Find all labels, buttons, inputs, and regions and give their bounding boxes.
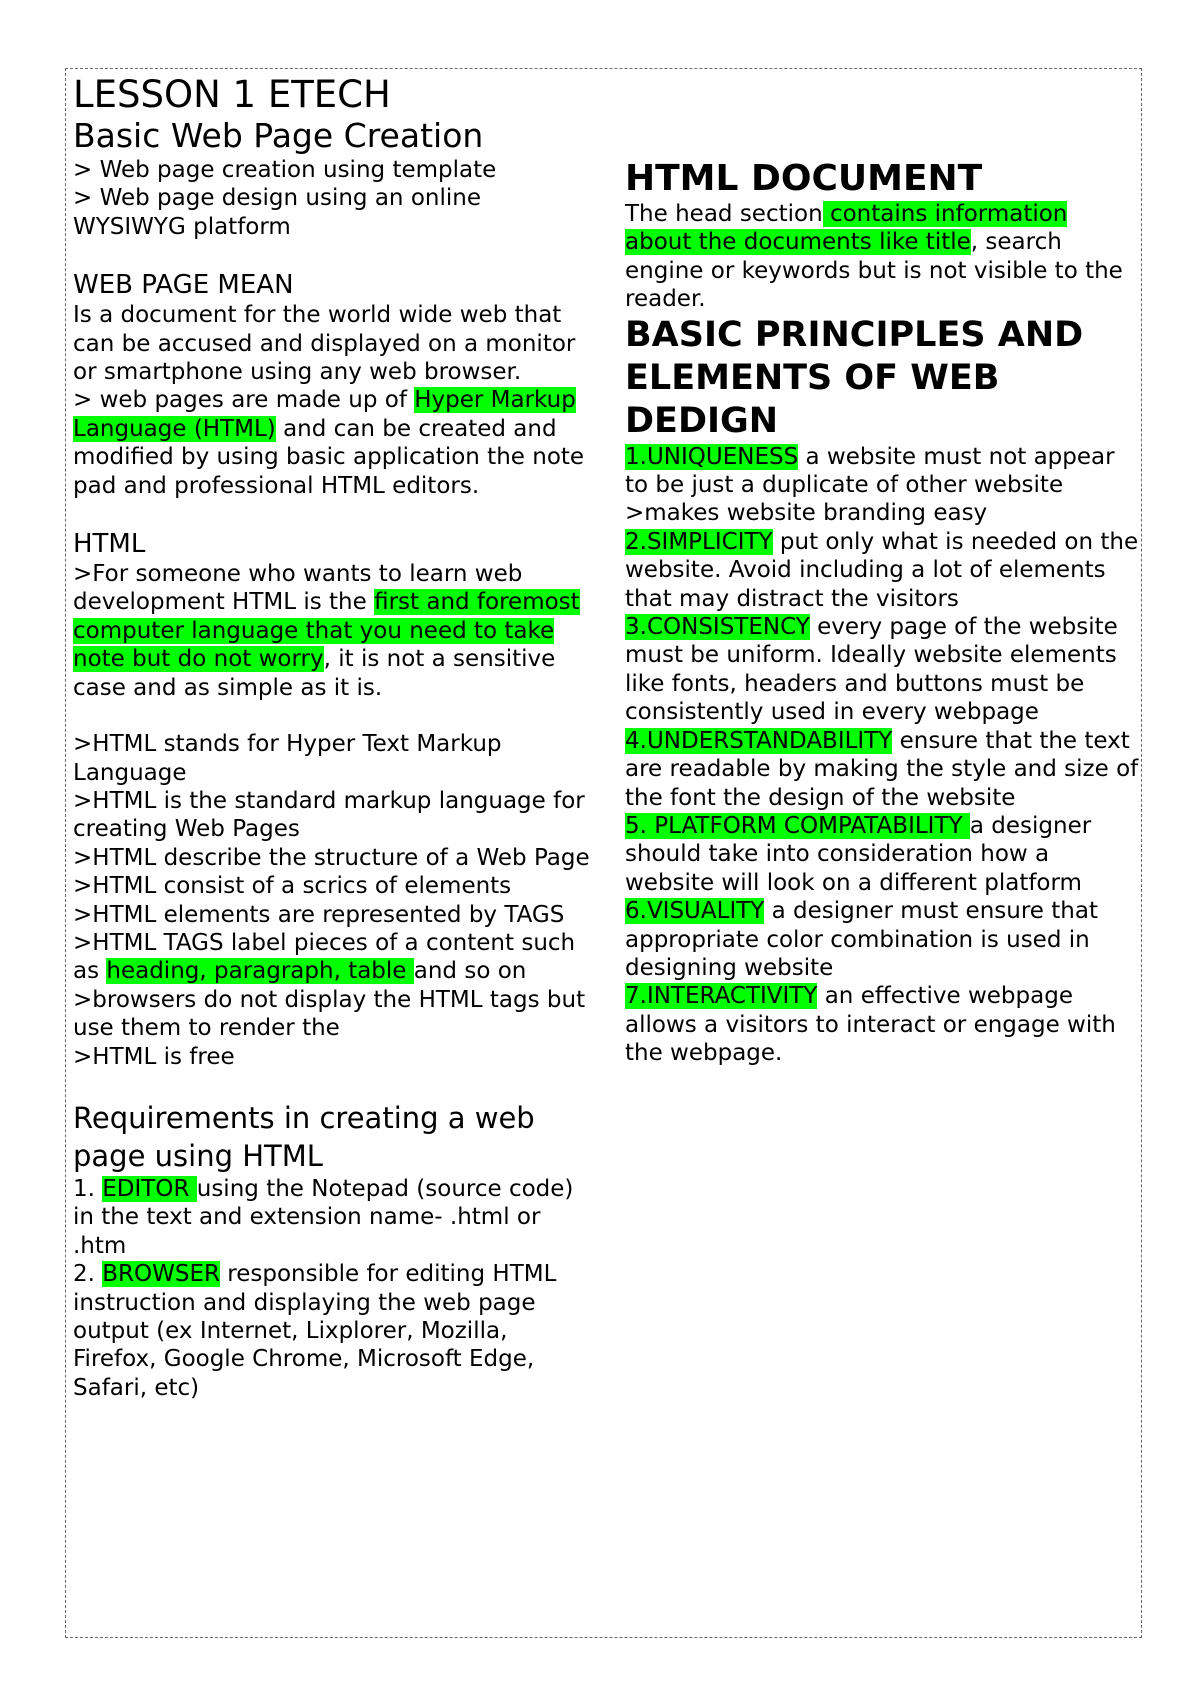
highlight: 1.UNIQUENESS: [625, 443, 799, 470]
highlight: Hyper Markup Language (HTML): [73, 387, 576, 442]
html-point: >HTML describe the structure of a Web Page: [73, 844, 590, 871]
html-intro: [73, 560, 593, 702]
highlight: 5. PLATFORM COMPATABILITY: [625, 812, 970, 839]
highlight: EDITOR: [102, 1175, 197, 1202]
text-segment: 1.: [73, 1175, 103, 1202]
text-segment: ensure that the text are readable by making the style and size of the font the design of the website: [625, 727, 1139, 811]
text-segment: a designer must ensure that appropriate color combination is used in designing website: [625, 898, 1098, 981]
highlight: 4.UNDERSTANDABILITY: [625, 727, 893, 754]
principle-item: [625, 982, 1140, 1067]
highlight: 3.CONSISTENCY: [625, 614, 810, 641]
text-segment: responsible for editing HTML instruction and displaying the web page output (ex Internet, Lixplorer, Mozilla, Firefox, Google Chrome, Microsoft Edge, Safari, etc): [73, 1261, 557, 1401]
text-segment: using the Notepad (source code) in the text and extension name- .html or .htm: [73, 1175, 574, 1259]
text-segment: and so on: [413, 958, 527, 985]
html-point: >HTML elements are represented by TAGS: [73, 901, 565, 928]
principle-item: [625, 613, 1140, 727]
principles-heading: BASIC PRINCIPLES AND ELEMENTS OF WEB DEDIGN: [625, 314, 1084, 441]
text-segment: >HTML TAGS label pieces of a content such as: [73, 929, 576, 985]
principle-note: >makes website branding easy: [625, 500, 988, 527]
webpage-html-note: [73, 386, 593, 500]
html-point: >HTML stands for Hyper Text Markup Language: [73, 731, 502, 786]
html-point: >browsers do not display the HTML tags but use them to render the: [73, 986, 586, 1042]
right-column: [625, 158, 1140, 1068]
highlight: 2.SIMPLICITY: [625, 528, 773, 555]
html-heading: HTML: [73, 529, 146, 560]
principle-item: [625, 443, 1140, 500]
principle-item: [625, 812, 1140, 897]
principle-item: [625, 528, 1140, 613]
requirement-item: [73, 1175, 593, 1260]
html-point: >HTML is the standard markup language for creating Web Pages: [73, 787, 585, 843]
highlight: BROWSER: [102, 1261, 220, 1288]
html-document-heading: HTML DOCUMENT: [625, 158, 983, 199]
text-segment: , search engine or keywords but is not visible to the reader.: [625, 229, 1123, 313]
left-column: [73, 74, 593, 1402]
lesson-subtitle: Basic Web Page Creation: [73, 116, 484, 155]
highlight: first and foremost computer language that you need to take note but do not worry: [73, 589, 580, 673]
html-document-text: [625, 200, 1140, 314]
html-point-tags: [73, 929, 593, 986]
text-segment: > web pages are made up of: [73, 387, 415, 414]
lesson-title: LESSON 1 ETECH: [73, 73, 391, 116]
text-segment: a designer should take into consideration how a website will look on a different platform: [625, 812, 1092, 896]
principle-item: [625, 897, 1140, 982]
text-segment: 2.: [73, 1261, 103, 1288]
text-segment: every page of the website must be uniform. Ideally website elements like fonts, headers and buttons must be consistently used in every webpage: [625, 614, 1118, 726]
highlight: 7.INTERACTIVITY: [625, 983, 818, 1010]
text-segment: a website must not appear to be just a duplicate of other website: [625, 443, 1115, 499]
webpage-definition: Is a document for the world wide web that can be accused and displayed on a monitor or smartphone using any web browser.: [73, 302, 576, 386]
requirements-heading: Requirements in creating a web page using HTML: [73, 1100, 535, 1173]
text-segment: an effective webpage allows a visitors to interact or engage with the webpage.: [625, 983, 1116, 1067]
intro-item: > Web page design using an online WYSIWYG platform: [73, 185, 481, 240]
highlight: heading, paragraph, table: [106, 958, 414, 985]
text-segment: and can be created and modified by using basic application the note pad and professional HTML editors.: [73, 415, 585, 499]
requirement-item: [73, 1260, 593, 1402]
html-point: >HTML is free: [73, 1043, 235, 1070]
principle-item: [625, 727, 1140, 812]
html-point: >HTML consist of a scrics of elements: [73, 873, 512, 900]
webpage-heading: WEB PAGE MEAN: [73, 270, 294, 301]
highlight: 6.VISUALITY: [625, 898, 765, 925]
text-segment: , it is not a sensitive case and as simple as it is.: [73, 646, 556, 701]
highlight: contains information about the documents like title: [625, 201, 1068, 256]
text-segment: >For someone who wants to learn web development HTML is the: [73, 561, 523, 616]
intro-item: > Web page creation using template: [73, 157, 497, 183]
text-segment: put only what is needed on the website. Avoid including a lot of elements that may distract the visitors: [625, 528, 1139, 612]
text-segment: The head section: [625, 201, 823, 227]
